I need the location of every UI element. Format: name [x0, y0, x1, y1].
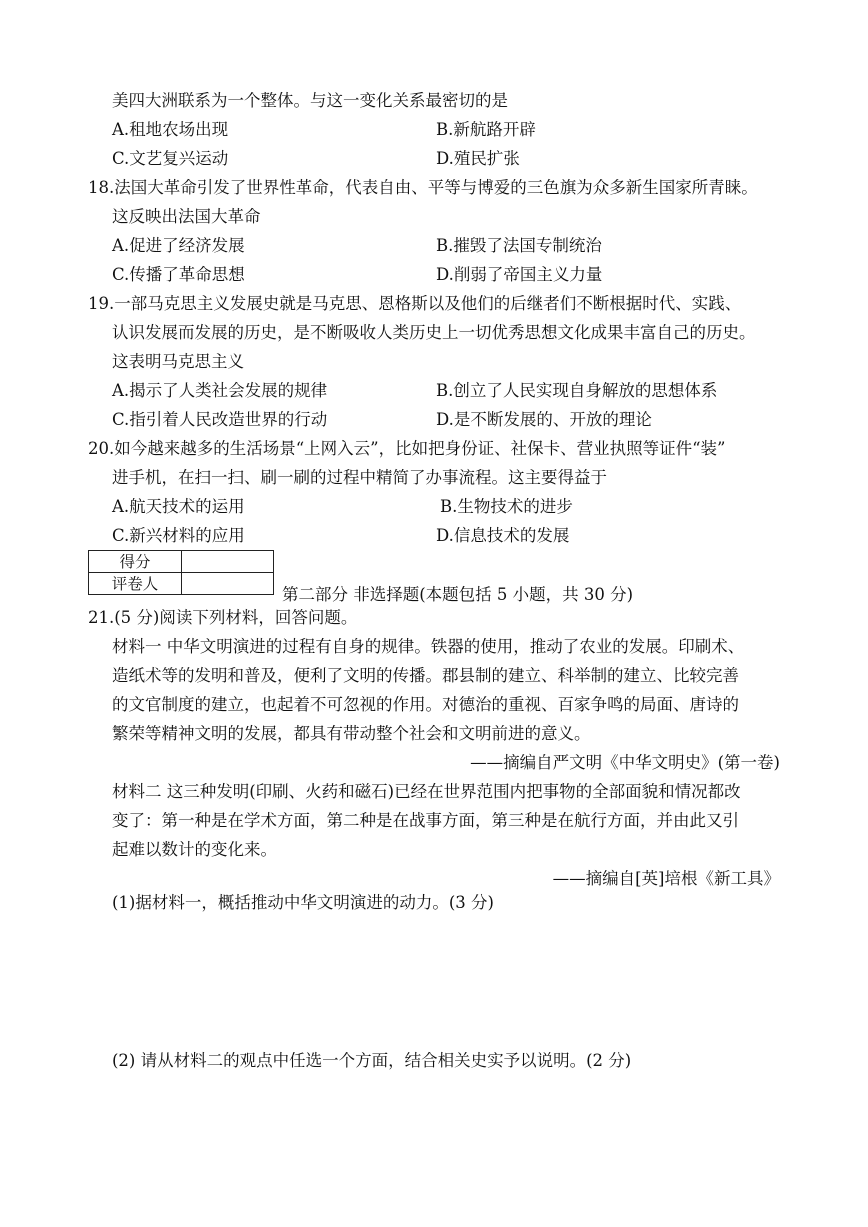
grader-entry-cell[interactable] — [182, 573, 274, 595]
q21-material2-line3: 起难以数计的变化来。 — [112, 840, 277, 859]
q20-option-a: A.航天技术的运用 — [112, 497, 245, 516]
q21-material2-line1: 材料二 这三种发明(印刷、火药和磁石)已经在世界范围内把事物的全部面貌和情况都改 — [112, 782, 741, 801]
q19-option-d: D.是不断发展的、开放的理论 — [436, 410, 652, 429]
q21-material1-line2: 造纸术等的发明和普及，便利了文明的传播。郡县制的建立、科举制的建立、比较完善 — [112, 666, 739, 685]
q20-option-b: B.生物技术的进步 — [440, 497, 573, 516]
q21-subquestion-2: (2) 请从材料二的观点中任选一个方面，结合相关史实予以说明。(2 分) — [112, 1051, 632, 1070]
q21-material1-line1: 材料一 中华文明演进的过程有自身的规律。铁器的使用，推动了农业的发展。印刷术、 — [112, 637, 745, 656]
q19-option-b: B.创立了人民实现自身解放的思想体系 — [436, 381, 718, 400]
q17-option-b: B.新航路开辟 — [436, 120, 536, 139]
q21-material2-source: ——摘编自[英]培根《新工具》 — [552, 869, 780, 888]
q19-option-a: A.揭示了人类社会发展的规律 — [112, 381, 328, 400]
q19-stem-line1: 19.一部马克思主义发展史就是马克思、恩格斯以及他们的后继者们不断根据时代、实践、 — [88, 294, 742, 313]
q18-stem-line1: 18.法国大革命引发了世界性革命，代表自由、平等与博爱的三色旗为众多新生国家所青睐。 — [88, 178, 758, 197]
q17-option-a: A.租地农场出现 — [112, 120, 229, 139]
q21-answer-area-2[interactable] — [112, 1080, 772, 1200]
q20-stem-line2: 进手机，在扫一扫、刷一刷的过程中精简了办事流程。这主要得益于 — [112, 468, 607, 487]
grader-row — [89, 573, 274, 595]
q18-option-c: C.传播了革命思想 — [112, 265, 245, 284]
q19-stem-line3: 这表明马克思主义 — [112, 352, 244, 371]
part2-heading: 第二部分 非选择题(本题包括 5 小题，共 30 分) — [282, 585, 634, 604]
q21-answer-area-1[interactable] — [112, 920, 772, 1040]
q18-stem-line2: 这反映出法国大革命 — [112, 207, 261, 226]
q18-option-b: B.摧毁了法国专制统治 — [436, 236, 602, 255]
q19-stem-line2: 认识发展而发展的历史，是不断吸收人类历史上一切优秀思想文化成果丰富自己的历史。 — [112, 323, 756, 342]
score-box — [88, 550, 274, 595]
q18-option-a: A.促进了经济发展 — [112, 236, 245, 255]
q21-material2-line2: 变了：第一种是在学术方面，第二种是在战事方面，第三种是在航行方面，并由此又引 — [112, 811, 739, 830]
q17-option-c: C.文艺复兴运动 — [112, 149, 229, 168]
q21-material1-source: ——摘编自严文明《中华文明史》(第一卷) — [470, 753, 780, 772]
score-row — [89, 551, 274, 573]
q20-option-c: C.新兴材料的应用 — [112, 526, 245, 545]
q17-stem-continuation: 美四大洲联系为一个整体。与这一变化关系最密切的是 — [112, 91, 508, 110]
q20-option-d: D.信息技术的发展 — [436, 526, 570, 545]
q18-option-d: D.削弱了帝国主义力量 — [436, 265, 603, 284]
score-entry-cell[interactable] — [182, 551, 274, 573]
q19-option-c: C.指引着人民改造世界的行动 — [112, 410, 328, 429]
q17-option-d: D.殖民扩张 — [436, 149, 520, 168]
score-label: 得分 — [89, 551, 182, 573]
q20-stem-line1: 20.如今越来越多的生活场景“上网入云”，比如把身份证、社保卡、营业执照等证件“装” — [88, 439, 726, 458]
grader-label: 评卷人 — [89, 573, 182, 595]
q21-material1-line4: 繁荣等精神文明的发展，都具有带动整个社会和文明前进的意义。 — [112, 724, 591, 743]
q21-subquestion-1: (1)据材料一，概括推动中华文明演进的动力。(3 分) — [112, 893, 494, 912]
q21-material1-line3: 的文官制度的建立，也起着不可忽视的作用。对德治的重视、百家争鸣的局面、唐诗的 — [112, 695, 739, 714]
q21-intro: 21.(5 分)阅读下列材料，回答问题。 — [88, 608, 358, 627]
